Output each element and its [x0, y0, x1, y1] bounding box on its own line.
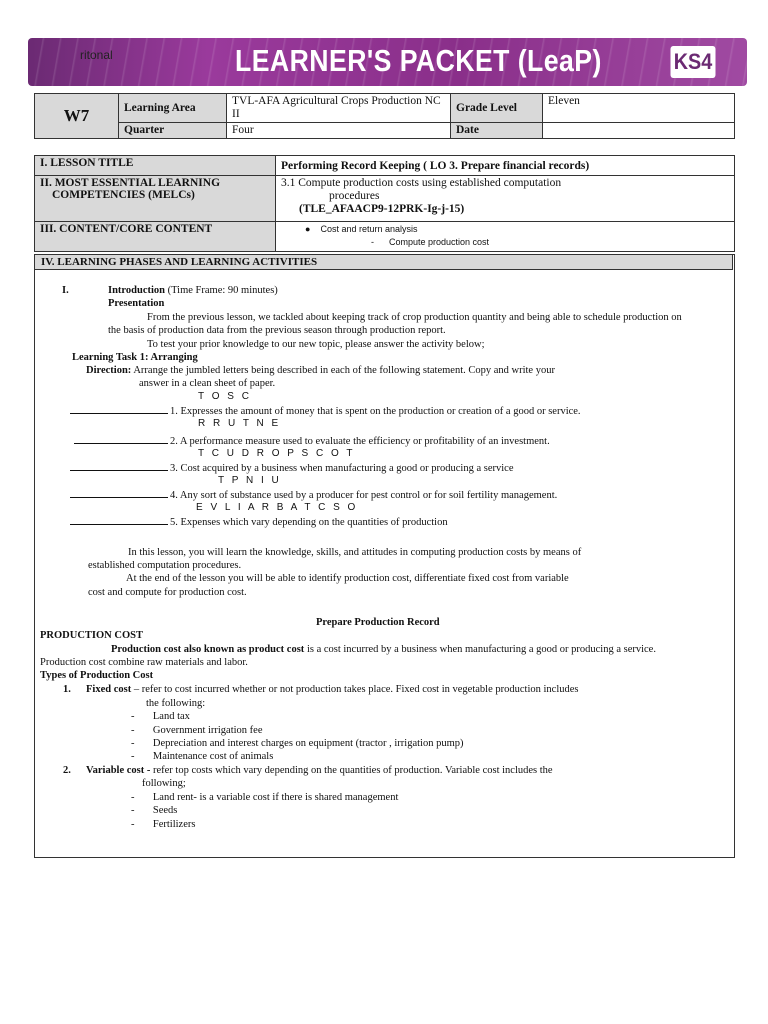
content-label: III. CONTENT/CORE CONTENT	[35, 222, 276, 252]
task-item-4	[70, 488, 557, 502]
introduction-time: (Time Frame: 90 minutes)	[167, 285, 278, 296]
lesson-para1-line1: In this lesson, you will learn the knowledge, skills, and attitudes in computing production costs by means of	[128, 547, 582, 558]
melc-label-line2: COMPETENCIES (MELCs)	[52, 189, 195, 201]
section-title: Prepare Production Record	[316, 617, 440, 628]
task-item-5	[70, 515, 448, 529]
jumbled-word-2: R R U T N E	[198, 418, 281, 429]
quarter-label: Quarter	[119, 123, 227, 139]
variable-cost-item: - Seeds	[131, 805, 178, 816]
variable-cost-item-text: Land rent- is a variable cost if there is shared management	[152, 792, 399, 803]
answer-blank[interactable]	[70, 488, 168, 498]
fixed-cost-item-text: Depreciation and interest charges on equipment (tractor , irrigation pump)	[152, 738, 464, 749]
banner-title: LEARNER'S PACKET (LeaP)	[235, 43, 602, 78]
introduction-line	[108, 284, 278, 297]
ks4-badge: KS4	[671, 46, 716, 78]
variable-cost-text: refer top costs which vary depending on the quantities of production. Variable cost includes the	[150, 765, 553, 776]
lesson-para2-line2: cost and compute for production cost.	[88, 587, 247, 598]
fixed-cost-item: - Land tax	[131, 711, 190, 722]
roman-numeral: I.	[62, 285, 69, 296]
melc-value-line1: 3.1 Compute production costs using established computation	[281, 177, 562, 189]
date-value	[543, 123, 735, 139]
jumbled-word-4: T P N I U	[218, 475, 282, 486]
task-item-text: 1. Expresses the amount of money that is spent on the production or creation of a good or service.	[170, 406, 581, 417]
production-cost-heading: PRODUCTION COST	[40, 630, 143, 641]
learning-area-value: TVL-AFA Agricultural Crops Production NC II	[227, 94, 451, 123]
content-bullet: ● Cost and return analysis	[305, 224, 418, 234]
fixed-cost-item: - Depreciation and interest charges on equipment (tractor , irrigation pump)	[131, 738, 464, 749]
variable-cost-item-text: Fertilizers	[152, 819, 196, 830]
direction-label: Direction:	[86, 365, 132, 376]
production-definition-term: Production cost also known as product cost	[111, 644, 305, 655]
task-item-3	[70, 461, 514, 475]
lesson-title-value: Performing Record Keeping ( LO 3. Prepare financial records)	[276, 156, 735, 176]
quarter-value: Four	[227, 123, 451, 139]
fixed-cost-line	[86, 683, 578, 696]
production-definition	[111, 643, 656, 656]
answer-blank[interactable]	[70, 461, 168, 471]
melc-code: (TLE_AFAACP9-12PRK-Ig-j-15)	[299, 203, 465, 215]
grade-level-value: Eleven	[543, 94, 735, 123]
task-item-2	[74, 434, 550, 448]
fixed-cost-number: 1.	[63, 684, 71, 695]
lesson-para1-line2: established computation procedures.	[88, 560, 242, 571]
melc-label	[35, 176, 276, 222]
task-item-text: 4. Any sort of substance used by a producer for pest control or for soil fertility management.	[170, 490, 558, 501]
answer-blank[interactable]	[70, 404, 168, 414]
types-heading: Types of Production Cost	[40, 670, 154, 681]
production-definition-line2: Production cost combine raw materials and labor.	[40, 657, 248, 668]
production-definition-text: is a cost incurred by a business when manufacturing a good or producing a service.	[304, 644, 656, 655]
fixed-cost-item: - Government irrigation fee	[131, 725, 263, 736]
jumbled-word-5: E V L I A R B A T C S O	[196, 502, 358, 513]
variable-cost-number: 2.	[63, 765, 71, 776]
learning-task-label: Learning Task 1: Arranging	[72, 352, 198, 363]
fixed-cost-label: Fixed cost	[86, 684, 132, 695]
variable-cost-line	[86, 764, 553, 777]
content-sub-text: Compute production cost	[389, 237, 490, 247]
task-item-text: 3. Cost acquired by a business when manufacturing a good or producing a service	[170, 463, 514, 474]
variable-cost-item-text: Seeds	[152, 805, 178, 816]
variable-cost-item: - Fertilizers	[131, 819, 196, 830]
lesson-title-label: I. LESSON TITLE	[35, 156, 276, 176]
fixed-cost-line2: the following:	[146, 698, 206, 709]
content-bullet-text: Cost and return analysis	[320, 224, 418, 234]
banner-left-text: ritonal	[80, 48, 113, 62]
jumbled-word-1: T O S C	[198, 391, 252, 402]
content-value	[276, 222, 735, 252]
variable-cost-item: - Land rent- is a variable cost if there is shared management	[131, 792, 399, 803]
answer-blank[interactable]	[70, 515, 168, 525]
variable-cost-label: Variable cost -	[86, 765, 151, 776]
fixed-cost-item-text: Maintenance cost of animals	[152, 751, 274, 762]
direction-line2: answer in a clean sheet of paper.	[139, 378, 276, 389]
intro-para-line1: From the previous lesson, we tackled about keeping track of crop production quantity and being able to schedule production on	[147, 312, 682, 323]
jumbled-word-3: T C U D R O P S C O T	[198, 448, 355, 459]
answer-blank[interactable]	[74, 434, 168, 444]
melc-label-line1: II. MOST ESSENTIAL LEARNING	[40, 177, 221, 189]
melc-value	[276, 176, 735, 222]
task-item-1	[70, 404, 581, 418]
learning-phases-heading: IV. LEARNING PHASES AND LEARNING ACTIVITIES	[34, 254, 733, 270]
grade-level-label: Grade Level	[451, 94, 543, 123]
fixed-cost-item-text: Land tax	[152, 711, 190, 722]
learning-area-label: Learning Area	[119, 94, 227, 123]
direction-line	[86, 364, 555, 377]
direction-text: Arrange the jumbled letters being described in each of the following statement. Copy and write your	[133, 365, 555, 376]
melc-value-line2: procedures	[329, 190, 380, 202]
task-item-text: 2. A performance measure used to evaluate the efficiency or profitability of an investment.	[170, 436, 550, 447]
lesson-para2-line1: At the end of the lesson you will be able to identify production cost, differentiate fixed cost from variable	[126, 573, 569, 584]
variable-cost-line2: following;	[142, 778, 186, 789]
fixed-cost-item-text: Government irrigation fee	[152, 725, 263, 736]
introduction-label: Introduction	[108, 285, 165, 296]
presentation-label: Presentation	[108, 298, 165, 309]
fixed-cost-item: - Maintenance cost of animals	[131, 751, 274, 762]
leap-banner	[28, 38, 747, 86]
content-sub: - Compute production cost	[371, 237, 490, 247]
intro-para-line2: the basis of production data from the previous season through production report.	[108, 325, 446, 336]
task-item-text: 5. Expenses which vary depending on the quantities of production	[170, 517, 448, 528]
week-cell: W7	[35, 94, 119, 139]
fixed-cost-text: – refer to cost incurred whether or not production takes place. Fixed cost in vegetable production includes	[131, 684, 579, 695]
lesson-info-table	[34, 155, 735, 252]
header-table	[34, 93, 735, 139]
date-label: Date	[451, 123, 543, 139]
intro-para-line3: To test your prior knowledge to our new topic, please answer the activity below;	[147, 339, 485, 350]
